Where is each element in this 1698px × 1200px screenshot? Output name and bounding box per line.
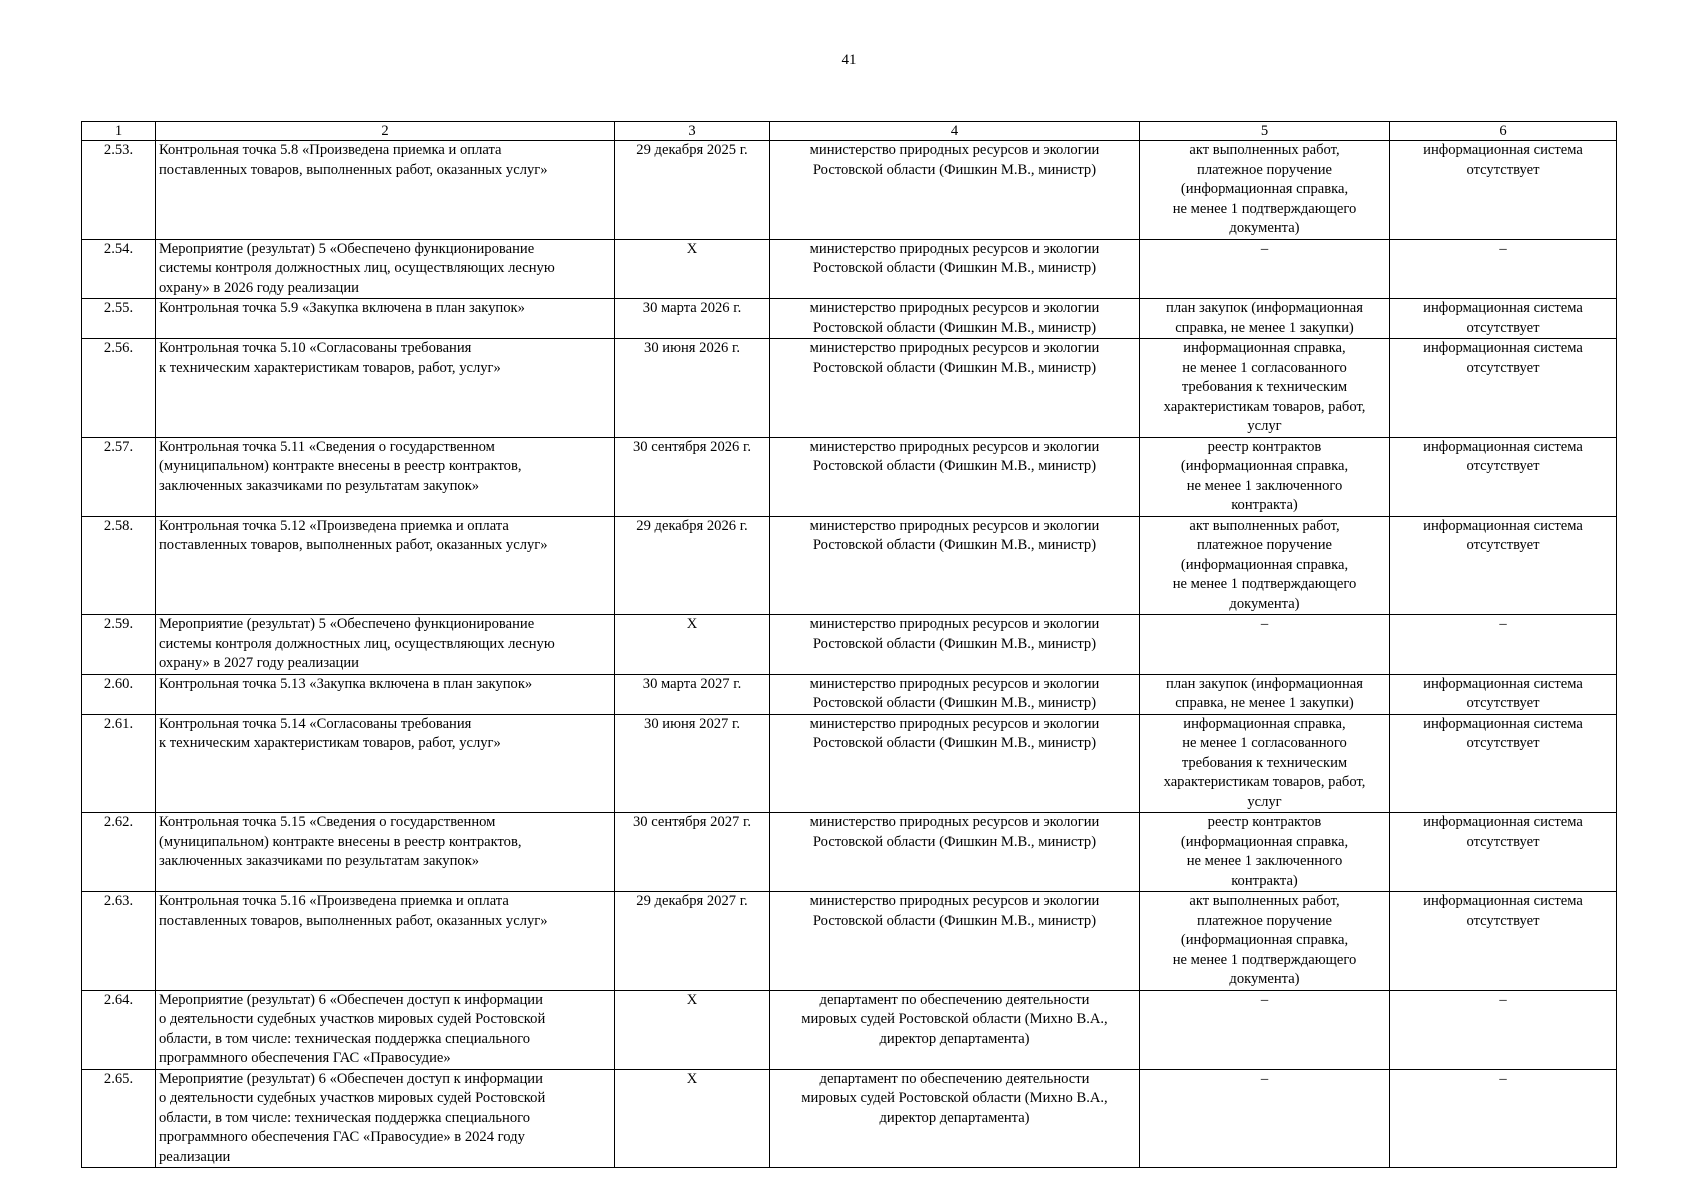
responsible-executor-cell <box>770 516 1140 615</box>
deadline-date: 29 декабря 2026 г. <box>636 517 748 534</box>
information-system-cell <box>1390 615 1617 675</box>
item-name: Мероприятие (результат) 5 «Обеспечено функционирование системы контроля должностных лиц, осуществляющих лесную охрану» в 2026 году реализации <box>159 240 555 296</box>
responsible-executor-cell <box>770 892 1140 991</box>
information-system: информационная система отсутствует <box>1423 517 1583 553</box>
table-row <box>82 615 1617 675</box>
table-row <box>82 339 1617 438</box>
row-number: 2.58. <box>103 517 134 534</box>
confirming-document: реестр контрактов (информационная справка, не менее 1 заключенного контракта) <box>1180 438 1349 513</box>
row-number-cell <box>82 239 156 299</box>
row-number: 2.65. <box>103 1070 134 1087</box>
table-row <box>82 813 1617 892</box>
item-name: Контрольная точка 5.11 «Сведения о государственном (муниципальном) контракте внесены в реестр контрактов, заключенных заказчиками по результатам закупок» <box>159 438 522 494</box>
row-number-cell <box>82 1069 156 1168</box>
confirming-document-cell <box>1140 141 1390 240</box>
confirming-document: акт выполненных работ, платежное поручение (информационная справка, не менее 1 подтверждающего документа) <box>1172 893 1357 987</box>
column-number: 5 <box>1140 122 1390 141</box>
information-system-cell <box>1390 813 1617 892</box>
item-name: Мероприятие (результат) 5 «Обеспечено функционирование системы контроля должностных лиц, осуществляющих лесную охрану» в 2027 году реализации <box>159 616 555 671</box>
information-system: информационная система отсутствует <box>1423 893 1583 929</box>
item-name-cell <box>156 714 615 813</box>
row-number: 2.62. <box>103 814 134 830</box>
responsible-executor-cell <box>770 299 1140 339</box>
item-name-cell <box>156 516 615 615</box>
responsible-executor: министерство природных ресурсов и экологии Ростовской области (Фишкин М.В., министр) <box>809 300 1100 336</box>
information-system: информационная система отсутствует <box>1423 340 1583 376</box>
table-row <box>82 990 1617 1069</box>
item-name: Контрольная точка 5.15 «Сведения о государственном (муниципальном) контракте внесены в реестр контрактов, заключенных заказчиками по результатам закупок» <box>159 814 522 869</box>
deadline-date: 30 сентября 2027 г. <box>633 814 751 830</box>
information-system: информационная система отсутствует <box>1423 142 1583 178</box>
information-system-cell <box>1390 674 1617 714</box>
column-number: 2 <box>156 122 615 141</box>
table-row <box>82 516 1617 615</box>
item-name: Контрольная точка 5.9 «Закупка включена в план закупок» <box>159 300 525 316</box>
information-system-cell <box>1390 299 1617 339</box>
deadline-date: 29 декабря 2027 г. <box>636 893 748 909</box>
table-row <box>82 437 1617 516</box>
responsible-executor-cell <box>770 990 1140 1069</box>
row-number: 2.54. <box>103 240 134 257</box>
information-system: информационная система отсутствует <box>1423 438 1583 474</box>
deadline-date-cell <box>615 141 770 240</box>
deadline-date-cell <box>615 714 770 813</box>
deadline-date-cell <box>615 339 770 438</box>
row-number: 2.56. <box>103 340 134 356</box>
item-name: Контрольная точка 5.8 «Произведена приемка и оплата поставленных товаров, выполненных работ, оказанных услуг» <box>159 142 548 178</box>
page-number: 41 <box>841 52 857 68</box>
row-number-cell <box>82 339 156 438</box>
information-system: информационная система отсутствует <box>1423 814 1583 850</box>
row-number: 2.61. <box>103 715 134 732</box>
information-system-cell <box>1390 1069 1617 1168</box>
confirming-document: акт выполненных работ, платежное поручение (информационная справка, не менее 1 подтверждающего документа) <box>1172 517 1357 612</box>
deadline-date-cell <box>615 1069 770 1168</box>
confirming-document-cell <box>1140 516 1390 615</box>
deadline-date-cell <box>615 239 770 299</box>
row-number: 2.64. <box>103 991 134 1008</box>
row-number: 2.59. <box>103 616 134 632</box>
row-number: 2.63. <box>103 893 134 909</box>
table-body <box>82 122 1617 1168</box>
confirming-document: план закупок (информационная справка, не менее 1 закупки) <box>1166 675 1363 711</box>
item-name: Контрольная точка 5.12 «Произведена приемка и оплата поставленных товаров, выполненных работ, оказанных услуг» <box>159 517 548 553</box>
row-number: 2.60. <box>103 675 134 692</box>
responsible-executor: министерство природных ресурсов и экологии Ростовской области (Фишкин М.В., министр) <box>809 517 1100 553</box>
information-system-cell <box>1390 239 1617 299</box>
information-system-cell <box>1390 714 1617 813</box>
responsible-executor: министерство природных ресурсов и экологии Ростовской области (Фишкин М.В., министр) <box>809 675 1100 711</box>
responsible-executor: министерство природных ресурсов и экологии Ростовской области (Фишкин М.В., министр) <box>809 814 1100 850</box>
deadline-date: 30 марта 2026 г. <box>642 300 742 316</box>
information-system: информационная система отсутствует <box>1423 715 1583 751</box>
responsible-executor: министерство природных ресурсов и экологии Ростовской области (Фишкин М.В., министр) <box>809 893 1100 929</box>
confirming-document: информационная справка, не менее 1 согласованного требования к техническим характеристикам товаров, работ, услуг <box>1163 340 1366 434</box>
confirming-document-cell <box>1140 674 1390 714</box>
responsible-executor: министерство природных ресурсов и экологии Ростовской области (Фишкин М.В., министр) <box>809 142 1100 178</box>
deadline-date-cell <box>615 674 770 714</box>
responsible-executor-cell <box>770 437 1140 516</box>
deadline-date: X <box>686 616 698 632</box>
responsible-executor: министерство природных ресурсов и экологии Ростовской области (Фишкин М.В., министр) <box>809 616 1100 652</box>
table-row <box>82 674 1617 714</box>
column-number-row <box>82 122 1617 141</box>
table-row <box>82 892 1617 991</box>
row-number-cell <box>82 990 156 1069</box>
item-name-cell <box>156 674 615 714</box>
confirming-document: – <box>1260 616 1269 632</box>
table-row <box>82 141 1617 240</box>
information-system: информационная система отсутствует <box>1423 300 1583 336</box>
responsible-executor-cell <box>770 239 1140 299</box>
information-system: – <box>1499 1070 1507 1087</box>
confirming-document-cell <box>1140 615 1390 675</box>
item-name: Контрольная точка 5.10 «Согласованы требования к техническим характеристикам товаров, работ, услуг» <box>159 340 501 376</box>
confirming-document: информационная справка, не менее 1 согласованного требования к техническим характеристикам товаров, работ, услуг <box>1163 715 1366 810</box>
information-system: – <box>1499 616 1507 632</box>
item-name: Контрольная точка 5.16 «Произведена приемка и оплата поставленных товаров, выполненных работ, оказанных услуг» <box>159 893 548 929</box>
information-system-cell <box>1390 437 1617 516</box>
confirming-document-cell <box>1140 339 1390 438</box>
item-name-cell <box>156 892 615 991</box>
information-system-cell <box>1390 516 1617 615</box>
item-name: Мероприятие (результат) 6 «Обеспечен доступ к информации о деятельности судебных участков мировых судей Ростовской области, в том числе: техническая поддержка специального программного обеспечения ГАС «Правосудие» в 2024 году реализации <box>159 1070 546 1165</box>
confirming-document-cell <box>1140 714 1390 813</box>
responsible-executor-cell <box>770 674 1140 714</box>
row-number: 2.53. <box>103 142 134 158</box>
confirming-document: реестр контрактов (информационная справка, не менее 1 заключенного контракта) <box>1180 814 1349 889</box>
responsible-executor-cell <box>770 339 1140 438</box>
table-row <box>82 1069 1617 1168</box>
item-name-cell <box>156 615 615 675</box>
row-number-cell <box>82 674 156 714</box>
confirming-document-cell <box>1140 1069 1390 1168</box>
deadline-date-cell <box>615 615 770 675</box>
responsible-executor-cell <box>770 141 1140 240</box>
confirming-document-cell <box>1140 892 1390 991</box>
confirming-document: акт выполненных работ, платежное поручение (информационная справка, не менее 1 подтверждающего документа) <box>1172 142 1357 236</box>
deadline-date-cell <box>615 813 770 892</box>
deadline-date-cell <box>615 990 770 1069</box>
deadline-date: X <box>686 240 698 257</box>
column-number: 4 <box>770 122 1140 141</box>
item-name-cell <box>156 299 615 339</box>
column-number: 6 <box>1390 122 1617 141</box>
responsible-executor: департамент по обеспечению деятельности мировых судей Ростовской области (Михно В.А., директор департамента) <box>801 991 1108 1047</box>
information-system-cell <box>1390 892 1617 991</box>
responsible-executor: министерство природных ресурсов и экологии Ростовской области (Фишкин М.В., министр) <box>809 240 1100 276</box>
column-number: 1 <box>82 122 156 141</box>
row-number-cell <box>82 299 156 339</box>
information-system: информационная система отсутствует <box>1423 675 1583 711</box>
deadline-date: 30 июня 2027 г. <box>644 715 740 732</box>
row-number-cell <box>82 714 156 813</box>
information-system-cell <box>1390 990 1617 1069</box>
row-number-cell <box>82 437 156 516</box>
information-system-cell <box>1390 141 1617 240</box>
deadline-date-cell <box>615 892 770 991</box>
responsible-executor: министерство природных ресурсов и экологии Ростовской области (Фишкин М.В., министр) <box>809 340 1100 376</box>
row-number-cell <box>82 892 156 991</box>
responsible-executor-cell <box>770 813 1140 892</box>
confirming-document: – <box>1260 1070 1269 1087</box>
item-name-cell <box>156 1069 615 1168</box>
deadline-date: X <box>686 991 698 1008</box>
confirming-document-cell <box>1140 990 1390 1069</box>
deadline-date: 30 марта 2027 г. <box>642 675 742 692</box>
responsible-executor: департамент по обеспечению деятельности мировых судей Ростовской области (Михно В.А., директор департамента) <box>801 1070 1108 1126</box>
item-name: Мероприятие (результат) 6 «Обеспечен доступ к информации о деятельности судебных участков мировых судей Ростовской области, в том числе: техническая поддержка специального программного обеспечения ГАС «Правосудие» <box>159 991 546 1066</box>
deadline-date-cell <box>615 299 770 339</box>
row-number: 2.55. <box>103 300 134 316</box>
row-number-cell <box>82 615 156 675</box>
item-name-cell <box>156 990 615 1069</box>
confirming-document: – <box>1260 991 1269 1008</box>
item-name-cell <box>156 339 615 438</box>
deadline-date: 30 сентября 2026 г. <box>633 438 751 455</box>
column-number: 3 <box>615 122 770 141</box>
information-system-cell <box>1390 339 1617 438</box>
information-system: – <box>1499 240 1507 257</box>
plan-table <box>81 121 1617 1168</box>
row-number-cell <box>82 813 156 892</box>
deadline-date: 29 декабря 2025 г. <box>636 142 748 158</box>
responsible-executor: министерство природных ресурсов и экологии Ростовской области (Фишкин М.В., министр) <box>809 715 1100 751</box>
table-row <box>82 714 1617 813</box>
responsible-executor: министерство природных ресурсов и экологии Ростовской области (Фишкин М.В., министр) <box>809 438 1100 474</box>
row-number-cell <box>82 141 156 240</box>
confirming-document-cell <box>1140 813 1390 892</box>
information-system: – <box>1499 991 1507 1008</box>
confirming-document: план закупок (информационная справка, не менее 1 закупки) <box>1166 300 1363 336</box>
item-name-cell <box>156 437 615 516</box>
responsible-executor-cell <box>770 714 1140 813</box>
item-name-cell <box>156 141 615 240</box>
table-row <box>82 239 1617 299</box>
responsible-executor-cell <box>770 1069 1140 1168</box>
item-name-cell <box>156 813 615 892</box>
item-name: Контрольная точка 5.14 «Согласованы требования к техническим характеристикам товаров, работ, услуг» <box>159 715 501 751</box>
confirming-document-cell <box>1140 239 1390 299</box>
row-number: 2.57. <box>103 438 134 455</box>
deadline-date-cell <box>615 437 770 516</box>
confirming-document-cell <box>1140 299 1390 339</box>
deadline-date: X <box>686 1070 698 1087</box>
responsible-executor-cell <box>770 615 1140 675</box>
item-name-cell <box>156 239 615 299</box>
confirming-document-cell <box>1140 437 1390 516</box>
deadline-date: 30 июня 2026 г. <box>644 340 740 356</box>
deadline-date-cell <box>615 516 770 615</box>
item-name: Контрольная точка 5.13 «Закупка включена в план закупок» <box>159 675 533 692</box>
table-row <box>82 299 1617 339</box>
confirming-document: – <box>1260 240 1269 257</box>
row-number-cell <box>82 516 156 615</box>
